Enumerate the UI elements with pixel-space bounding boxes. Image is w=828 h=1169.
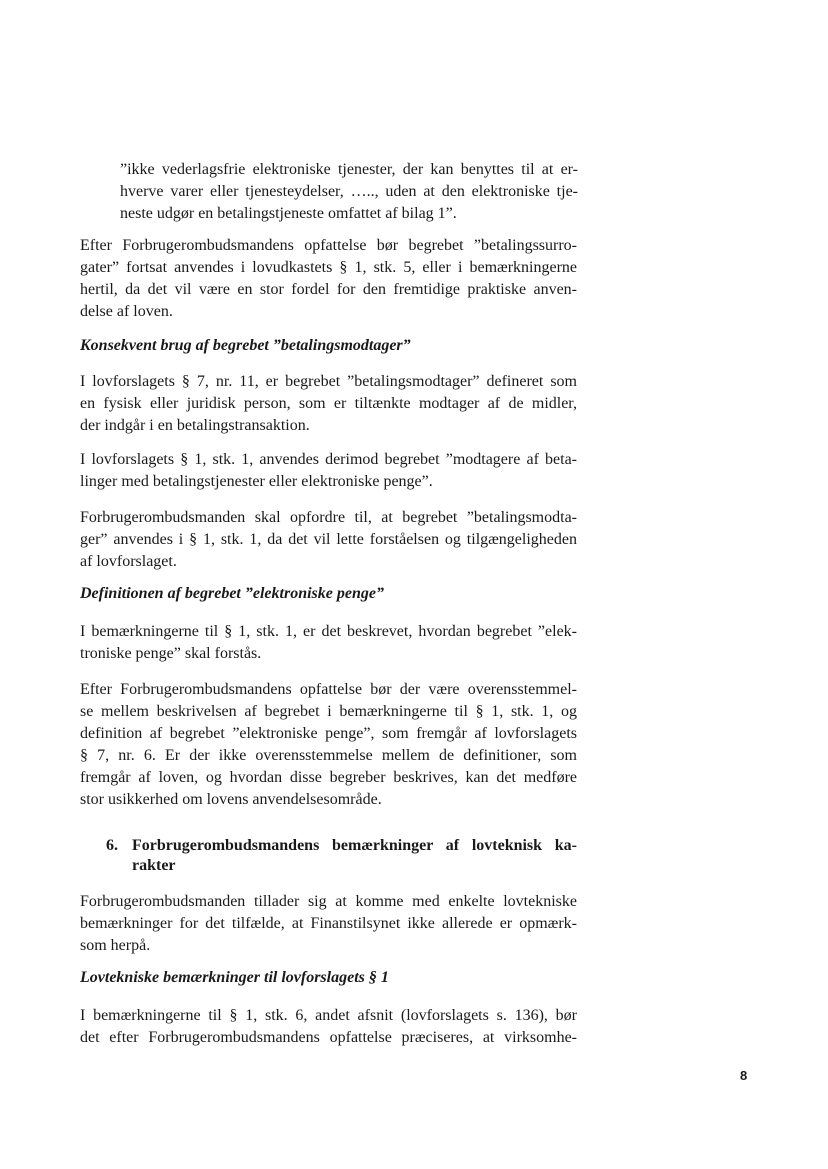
quote-line: hverve varer eller tjenesteydelser, ….., uden at den elektroniske tje- [120, 183, 578, 200]
paragraph [80, 622, 577, 666]
paragraph-line: delse af loven. [80, 303, 173, 320]
paragraph [80, 450, 577, 494]
paragraph-line: I lovforslagets § 1, stk. 1, anvendes derimod begrebet ”modtagere af beta- [80, 451, 577, 468]
paragraph-line: linger med betalingstjenester eller elektroniske penge”. [80, 473, 433, 490]
paragraph-line: § 7, nr. 6. Er der ikke overensstemmelse mellem de definitioner, som [80, 747, 577, 764]
paragraph-line: en fysisk eller juridisk person, som er tiltænkte modtager af de midler, [80, 395, 577, 412]
section-heading: Definitionen af begrebet ”elektroniske penge” [80, 585, 384, 602]
paragraph-line: I lovforslagets § 7, nr. 11, er begrebet ”betalingsmodtager” defineret som [80, 373, 577, 390]
paragraph-line: troniske penge” skal forstås. [80, 645, 262, 662]
paragraph-line: definition af begrebet ”elektroniske penge”, som fremgår af lovforslagets [80, 725, 577, 742]
paragraph-line: stor usikkerhed om lovens anvendelsesområde. [80, 791, 382, 808]
quote-line: ”ikke vederlagsfrie elektroniske tjenester, der kan benyttes til at er- [120, 161, 578, 178]
paragraph-line: det efter Forbrugerombudsmandens opfattelse præciseres, at virksomhe- [80, 1029, 577, 1046]
paragraph [80, 236, 577, 322]
paragraph [80, 1006, 577, 1050]
paragraph [80, 680, 577, 810]
section-title-line: rakter [132, 857, 176, 874]
section-title [132, 836, 577, 876]
paragraph-line: fremgår af loven, og hvordan disse begreber beskrives, kan det medføre [80, 769, 577, 786]
section-heading: Lovtekniske bemærkninger til lovforslagets § 1 [80, 969, 389, 986]
paragraph [80, 892, 577, 958]
paragraph [80, 372, 577, 438]
paragraph-line: Efter Forbrugerombudsmandens opfattelse bør begrebet ”betalingssurro- [80, 237, 577, 254]
paragraph-line: Forbrugerombudsmanden skal opfordre til, at begrebet ”betalingsmodta- [80, 509, 577, 526]
paragraph-line: der indgår i en betalingstransaktion. [80, 417, 310, 434]
section-title-line: Forbrugerombudsmandens bemærkninger af lovteknisk ka- [132, 837, 577, 854]
paragraph-line: bemærkninger for det tilfælde, at Finanstilsynet ikke allerede er opmærk- [80, 915, 577, 932]
section-number: 6. [106, 837, 118, 854]
paragraph-line: af lovforslaget. [80, 553, 177, 570]
paragraph-line: se mellem beskrivelsen af begrebet i bemærkningerne til § 1, stk. 1, og [80, 703, 577, 720]
page-number: 8 [740, 1068, 748, 1083]
quote-line: neste udgør en betalingstjeneste omfattet af bilag 1”. [120, 205, 457, 222]
paragraph-line: I bemærkningerne til § 1, stk. 1, er det beskrevet, hvordan begrebet ”elek- [80, 623, 577, 640]
paragraph-line: Efter Forbrugerombudsmandens opfattelse bør der være overensstemmel- [80, 681, 577, 698]
section-heading: Konsekvent brug af begrebet ”betalingsmodtager” [80, 337, 411, 354]
paragraph-line: ger” anvendes i § 1, stk. 1, da det vil lette forståelsen og tilgængeligheden [80, 531, 577, 548]
paragraph-line: hertil, da det vil være en stor fordel for den fremtidige praktiske anven- [80, 281, 577, 298]
paragraph-line: I bemærkningerne til § 1, stk. 6, andet afsnit (lovforslagets s. 136), bør [80, 1007, 577, 1024]
paragraph [80, 508, 577, 574]
paragraph-line: gater” fortsat anvendes i lovudkastets § 1, stk. 5, eller i bemærkningerne [80, 259, 577, 276]
paragraph-line: Forbrugerombudsmanden tillader sig at komme med enkelte lovtekniske [80, 893, 577, 910]
paragraph-line: som herpå. [80, 937, 151, 954]
quote-block [120, 160, 578, 226]
